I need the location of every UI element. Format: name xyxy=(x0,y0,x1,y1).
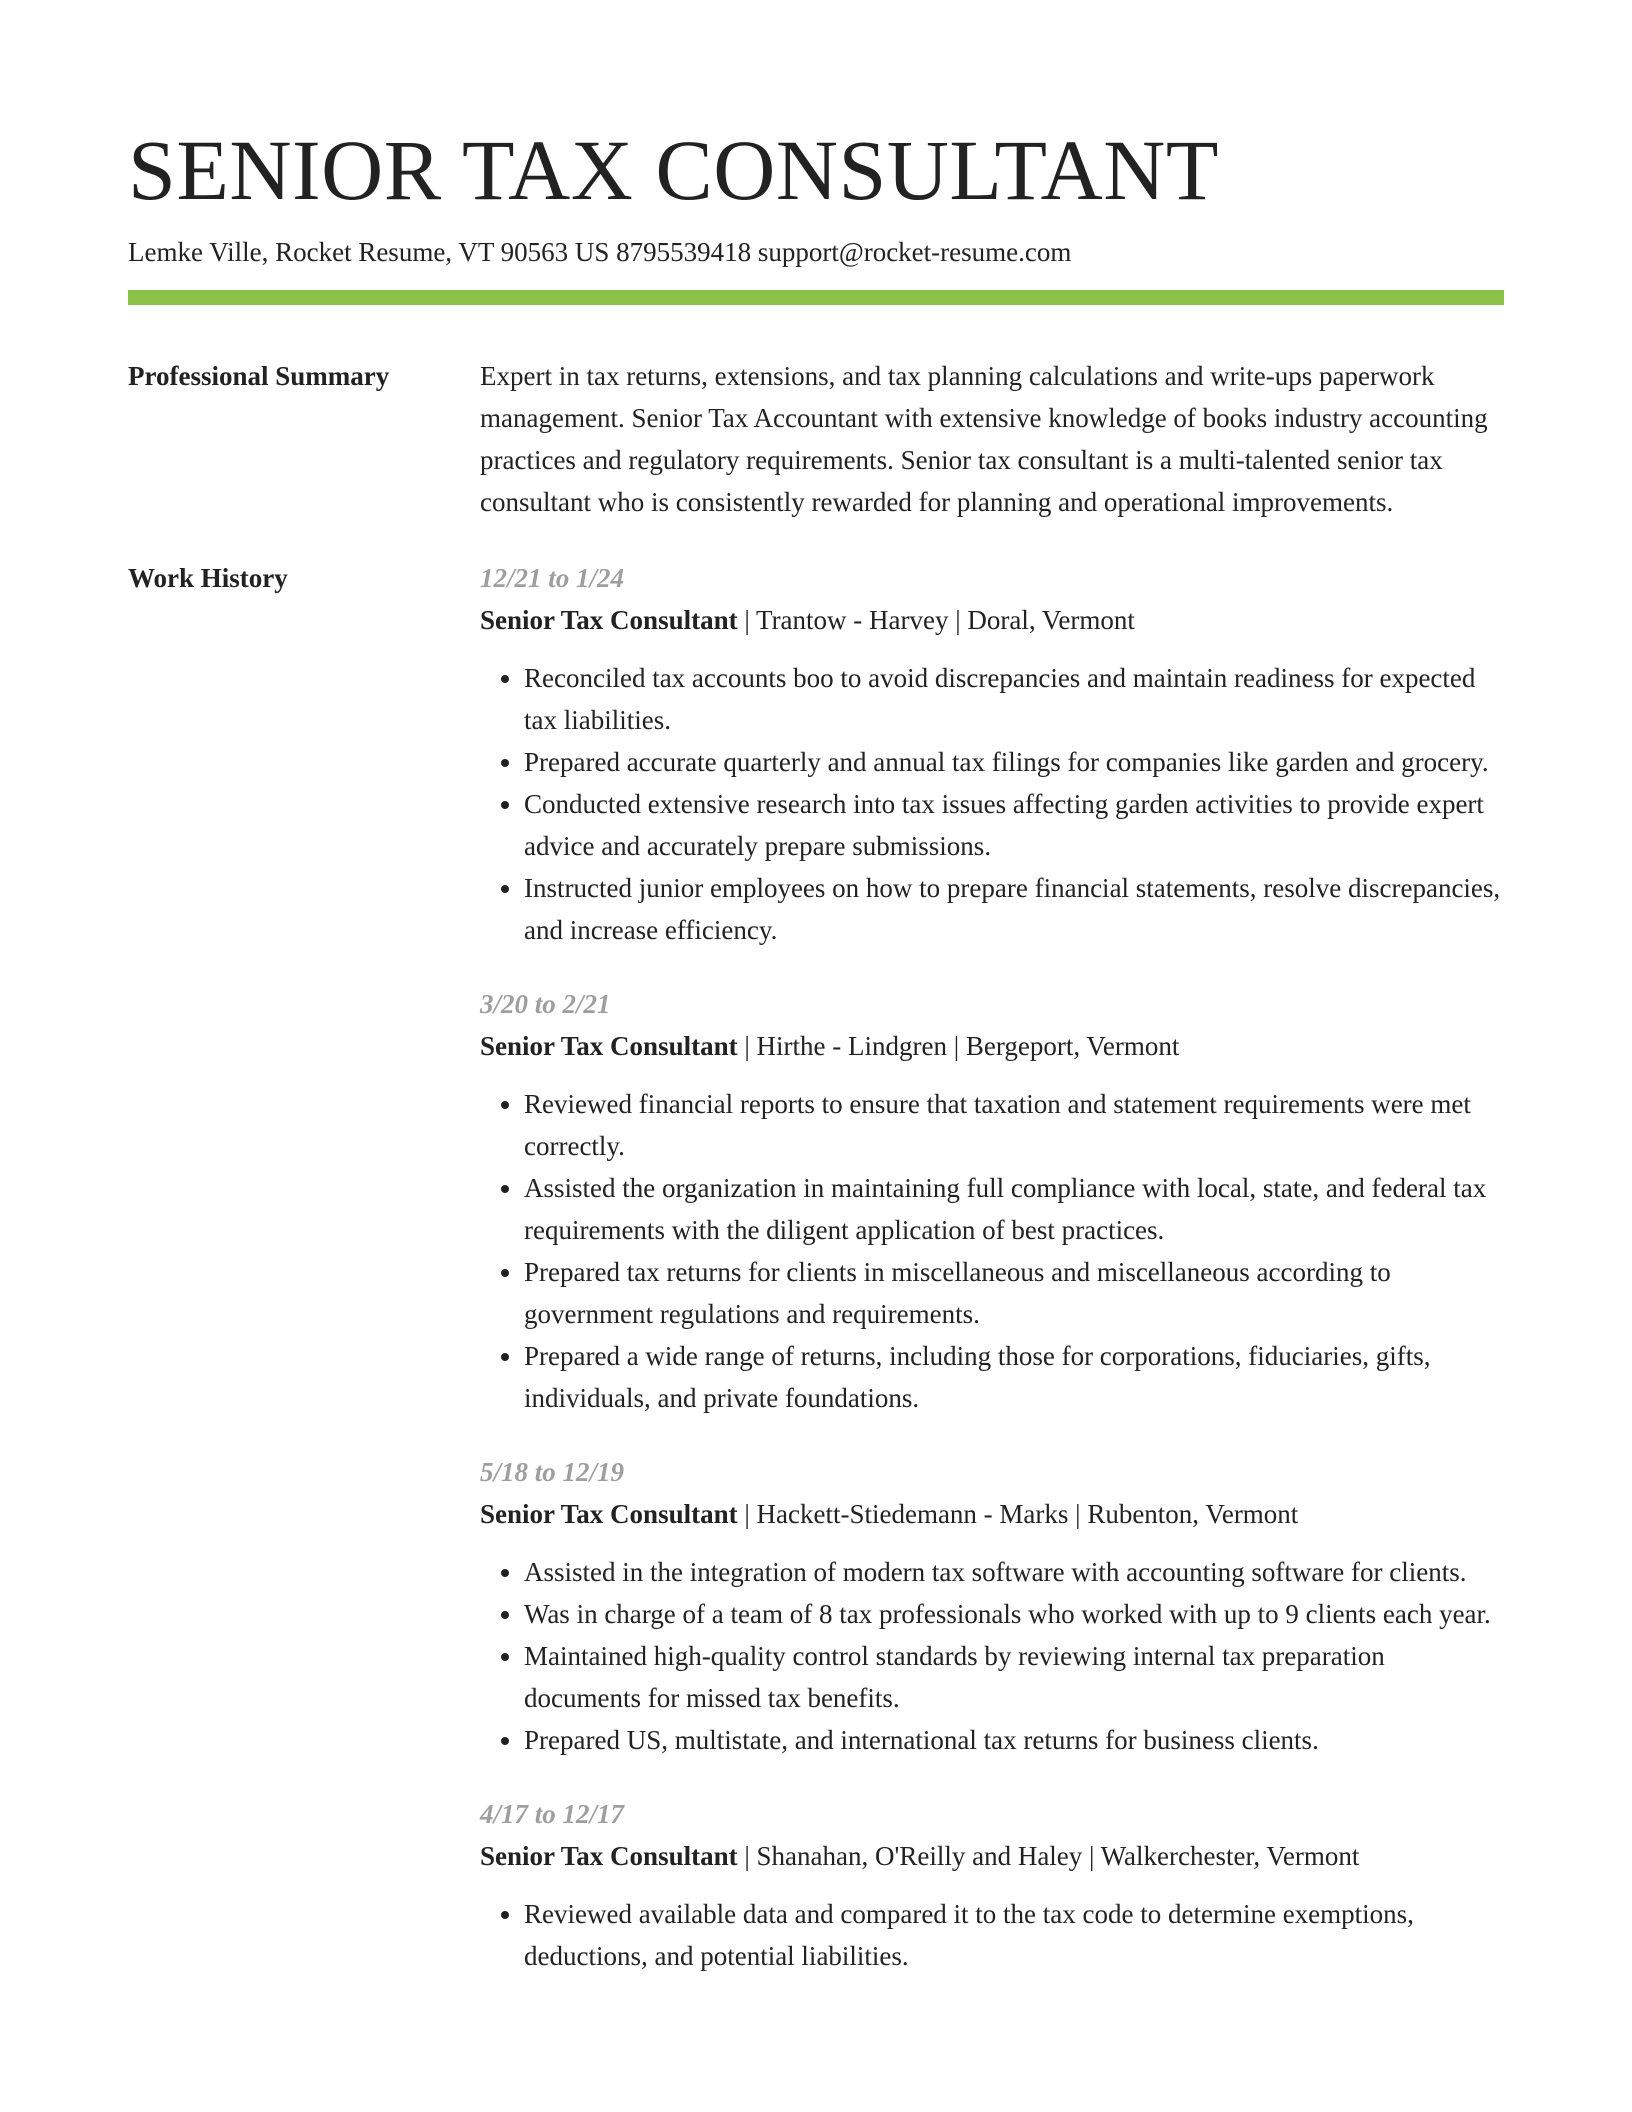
resume-page xyxy=(128,0,1504,2009)
job-dates: 4/17 to 12/17 xyxy=(480,1799,625,1829)
job-entry xyxy=(480,557,1504,951)
resume-title: SENIOR TAX CONSULTANT xyxy=(128,122,1219,218)
list-item: • Reviewed financial reports to ensure that taxation and statement requirements were met correctly. xyxy=(524,1083,1504,1167)
job-details: | Hirthe - Lindgren | Bergeport, Vermont xyxy=(737,1031,1180,1061)
summary-text: Expert in tax returns, extensions, and tax planning calculations and write-ups paperwork management. Senior Tax Accountant with extensive knowledge of books industry accounting practices and regulatory requirements. Senior tax consultant is a multi-talented senior tax consultant who is consistently rewarded for planning and operational improvements. xyxy=(480,361,1488,517)
section-label-work-history: Work History xyxy=(128,563,288,593)
job-heading xyxy=(480,599,1504,641)
job-details: | Hackett-Stiedemann - Marks | Rubenton, Vermont xyxy=(737,1499,1299,1529)
contact-line: Lemke Ville, Rocket Resume, VT 90563 US 8795539418 support@rocket-resume.com xyxy=(128,237,1072,267)
list-item: • Maintained high-quality control standards by reviewing internal tax preparation documents for missed tax benefits. xyxy=(524,1635,1504,1719)
job-details: | Trantow - Harvey | Doral, Vermont xyxy=(737,605,1135,635)
list-item: • Prepared a wide range of returns, including those for corporations, fiduciaries, gifts, individuals, and private foundations. xyxy=(524,1335,1504,1419)
list-item: • Conducted extensive research into tax issues affecting garden activities to provide expert advice and accurately prepare submissions. xyxy=(524,783,1504,867)
list-item: • Reconciled tax accounts boo to avoid discrepancies and maintain readiness for expected tax liabilities. xyxy=(524,657,1504,741)
job-entry xyxy=(480,1451,1504,1761)
job-dates: 3/20 to 2/21 xyxy=(480,989,611,1019)
job-heading xyxy=(480,1025,1504,1067)
job-details: | Shanahan, O'Reilly and Haley | Walkerchester, Vermont xyxy=(737,1841,1360,1871)
job-entry xyxy=(480,1793,1504,1977)
list-item: • Instructed junior employees on how to prepare financial statements, resolve discrepancies, and increase efficiency. xyxy=(524,867,1504,951)
job-bullets xyxy=(480,1893,1504,1977)
job-dates: 5/18 to 12/19 xyxy=(480,1457,625,1487)
job-bullets xyxy=(480,657,1504,951)
list-item: • Prepared accurate quarterly and annual tax filings for companies like garden and grocery. xyxy=(524,741,1504,783)
header-divider xyxy=(128,290,1504,305)
list-item: • Reviewed available data and compared it to the tax code to determine exemptions, deductions, and potential liabilities. xyxy=(524,1893,1504,1977)
list-item: • Assisted the organization in maintaining full compliance with local, state, and federal tax requirements with the diligent application of best practices. xyxy=(524,1167,1504,1251)
list-item: • Was in charge of a team of 8 tax professionals who worked with up to 9 clients each year. xyxy=(524,1593,1504,1635)
professional-summary-section xyxy=(128,355,1504,523)
section-label-summary: Professional Summary xyxy=(128,361,390,391)
job-bullets xyxy=(480,1551,1504,1761)
job-heading xyxy=(480,1835,1504,1877)
list-item: • Prepared tax returns for clients in miscellaneous and miscellaneous according to government regulations and requirements. xyxy=(524,1251,1504,1335)
work-history-section xyxy=(128,557,1504,2009)
list-item: • Assisted in the integration of modern tax software with accounting software for clients. xyxy=(524,1551,1504,1593)
job-title: Senior Tax Consultant xyxy=(480,1499,738,1529)
job-title: Senior Tax Consultant xyxy=(480,1841,738,1871)
job-title: Senior Tax Consultant xyxy=(480,605,738,635)
job-bullets xyxy=(480,1083,1504,1419)
job-dates: 12/21 to 1/24 xyxy=(480,563,625,593)
job-heading xyxy=(480,1493,1504,1535)
job-title: Senior Tax Consultant xyxy=(480,1031,738,1061)
list-item: • Prepared US, multistate, and international tax returns for business clients. xyxy=(524,1719,1504,1761)
job-entry xyxy=(480,983,1504,1419)
